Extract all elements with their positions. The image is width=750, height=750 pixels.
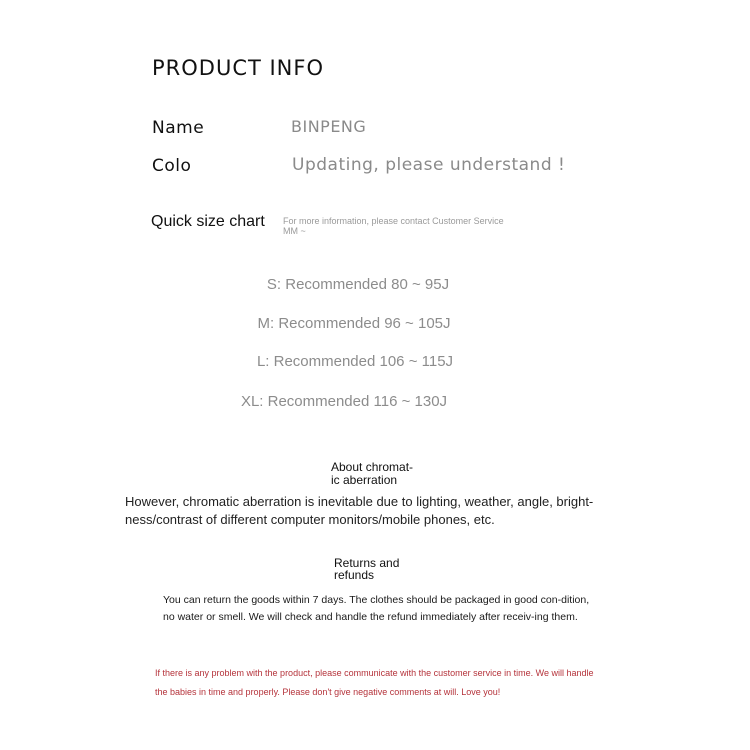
name-label: Name [152,118,205,138]
size-row-l: L: Recommended 106 ~ 115J [256,353,454,370]
size-chart-title: Quick size chart [151,213,265,230]
size-row-m: M: Recommended 96 ~ 105J [257,315,451,332]
customer-service-notice: If there is any problem with the product, please communicate with the customer service in time. We will handle the babies in time and properly. Please don't give negative comments at will. Love you! [155,668,594,697]
color-label: Colo [152,156,192,176]
size-row-xl: XL: Recommended 116 ~ 130J [240,393,448,410]
name-value: BINPENG [291,117,367,136]
returns-body: You can return the goods within 7 days. The clothes should be packaged in good con-dition, no water or smell. We will check and handle the refund immediately after receiv-ing them. [163,594,590,623]
chromatic-aberration-title: About chromat- ic aberration [331,460,414,487]
size-row-s: S: Recommended 80 ~ 95J [266,276,450,293]
chromatic-aberration-body: However, chromatic aberration is inevitable due to lighting, weather, angle, bright-ness/contrast of different computer monitors/mobile phones, etc. [125,494,594,527]
page-title: PRODUCT INFO [152,56,325,80]
color-value: Updating, please understand ! [292,155,566,175]
returns-title: Returns and refunds [334,556,400,582]
size-chart-note: For more information, please contact Customer Service MM ~ [283,216,504,236]
